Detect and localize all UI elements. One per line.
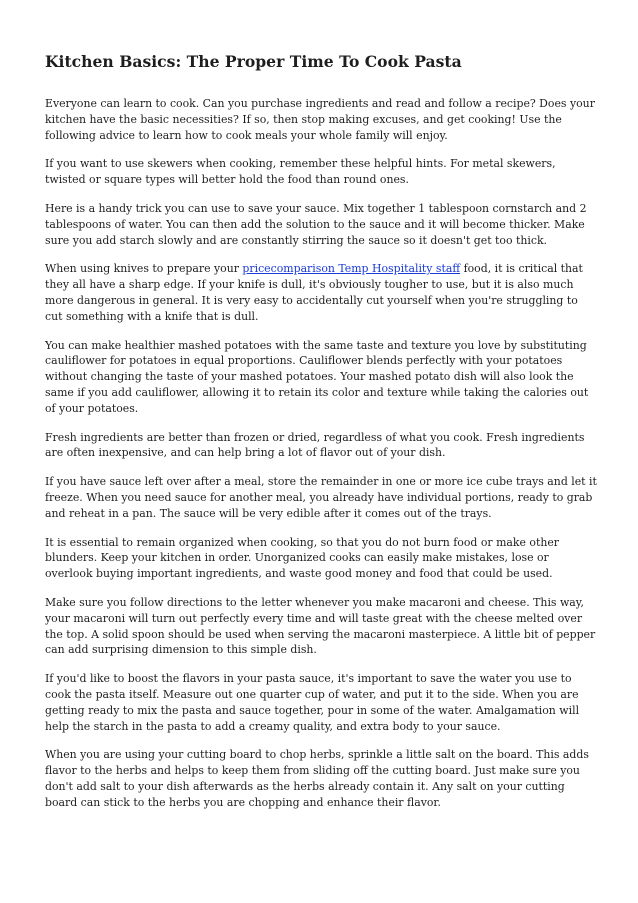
paragraph-intro: Everyone can learn to cook. Can you purchase ingredients and read and follow a recipe? Does your kitchen have the basic necessities? If so, then stop making excuses, and get cooking! Use the following advice to learn how to cook meals your whole family will enjoy. [45,97,595,142]
paragraph-macaroni: Make sure you follow directions to the letter whenever you make macaroni and cheese. This way, your macaroni will turn out perfectly every time and will taste great with the cheese melted over the top. A solid spoon should be used when serving the macaroni masterpiece. A little bit of pepper can add surprising dimension to this simple dish. [45,595,596,657]
paragraph-pasta-water: If you'd like to boost the flavors in your pasta sauce, it's important to save the water you use to cook the pasta itself. Measure out one quarter cup of water, and put it to the side. When you are getting ready to mix the pasta and sauce together, pour in some of the water. Amalgamation will help the starch in the pasta to add a creamy quality, and extra body to your sauce. [45,672,580,733]
paragraph-skewers: If you want to use skewers when cooking, remember these helpful hints. For metal skewers, twisted or square types will better hold the food than round ones. [45,157,556,187]
paragraph-cutting-board: When you are using your cutting board to chop herbs, sprinkle a little salt on the board. This adds flavor to the herbs and helps to keep them from sliding off the cutting board. Just make sure you don't add salt to your dish afterwards as the herbs already contain it. Any salt on your cutting board can stick to the herbs you are chopping and enhance their flavor. [45,748,589,809]
document-title: Kitchen Basics: The Proper Time To Cook Pasta [45,52,462,71]
paragraph-knives [45,261,597,324]
hospitality-staff-link[interactable]: pricecomparison Temp Hospitality staff [242,262,461,276]
paragraph-fresh-ingredients: Fresh ingredients are better than frozen or dried, regardless of what you cook. Fresh ingredients are often inexpensive, and can help bring a lot of flavor out of your dish. [45,430,585,460]
paragraph-organized: It is essential to remain organized when cooking, so that you do not burn food or make other blunders. Keep your kitchen in order. Unorganized cooks can easily make mistakes, lose or overlook buying important ingredients, and waste good money and food that could be used. [45,535,559,581]
paragraph-knives-before: When using knives to prepare your [45,262,243,276]
paragraph-sauce-trick: Here is a handy trick you can use to save your sauce. Mix together 1 tablespoon cornstarch and 2 tablespoons of water. You can then add the solution to the sauce and it will become thicker. Make sure you add starch slowly and are constantly stirring the sauce so it doesn't get too thick. [45,201,587,247]
paragraph-leftover-sauce: If you have sauce left over after a meal, store the remainder in one or more ice cube trays and let it freeze. When you need sauce for another meal, you already have individual portions, ready to grab and reheat in a pan. The sauce will be very edible after it comes out of the trays. [45,475,597,520]
paragraph-mashed-potatoes: You can make healthier mashed potatoes with the same taste and texture you love by substituting cauliflower for potatoes in equal proportions. Cauliflower blends perfectly with your potatoes without changing the taste of your mashed potatoes. Your mashed potato dish will also look the same if you add cauliflower, allowing it to retain its color and texture while taking the calories out of your potatoes. [45,338,589,415]
document-page [45,52,597,823]
paragraph-knives-after: food, it is critical that they all have a sharp edge. If your knife is dull, it's obviously tougher to use, but it is also much more dangerous in general. It is very easy to accidentally cut yourself when you're struggling to cut something with a knife that is dull. [45,262,583,323]
